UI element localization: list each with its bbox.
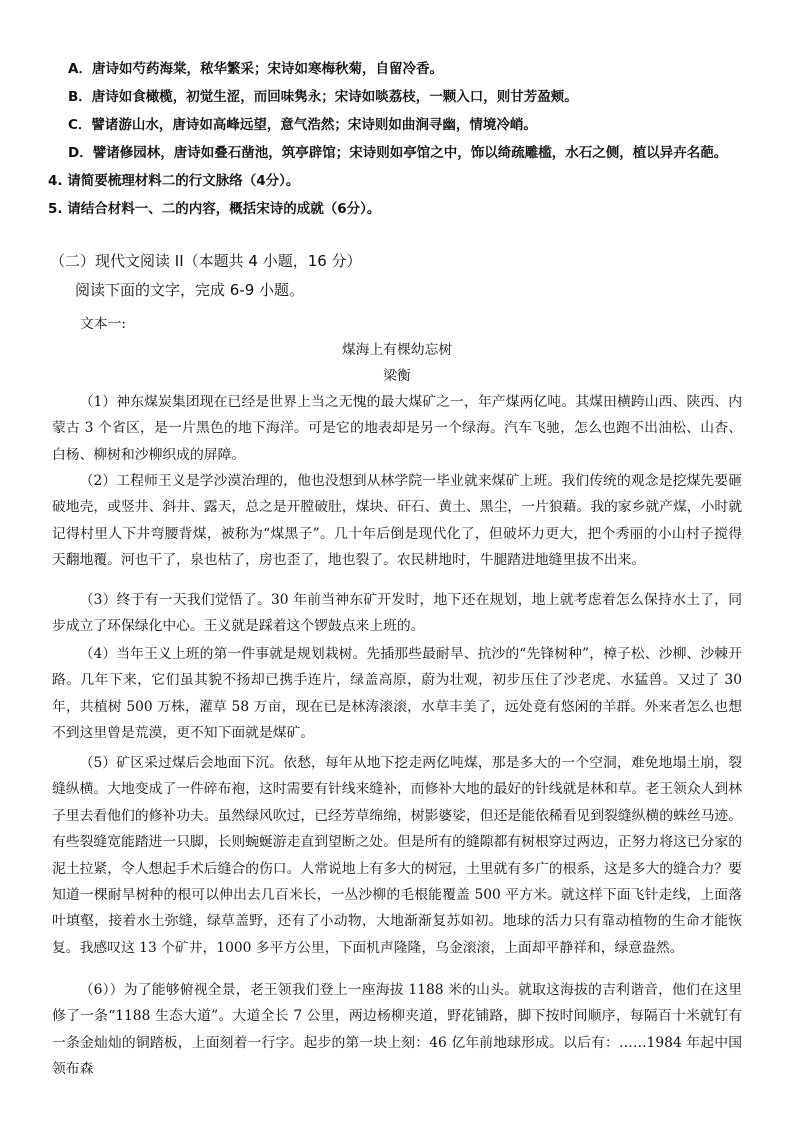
question-5: 5. 请结合材料一、二的内容，概括宋诗的成就（6分）。 xyxy=(48,201,381,217)
option-a: A．唐诗如芍药海棠，秾华繁采；宋诗如寒梅秋菊，自留冷香。 xyxy=(68,61,443,77)
question-4: 4. 请简要梳理材料二的行文脉络（4分）。 xyxy=(48,173,300,189)
article-title: 煤海上有棵幼忘树 xyxy=(341,342,453,358)
text-label: 文本一: xyxy=(80,316,127,332)
instruction-text: 阅读下面的文字，完成 6-9 小题。 xyxy=(75,281,305,299)
option-c: C．譬诸游山水，唐诗如高峰远望，意气浩然；宋诗则如曲涧寻幽，情境冷峭。 xyxy=(68,117,537,133)
paragraph-4: （4）当年王义上班的第一件事就是规划栽树。先插那些最耐旱、抗沙的“先锋树种”，樟子松、沙柳、沙棘开路。几年下来，它们虽其貌不扬却已携手连片，绿盖高原，蔚为壮观，初步压住了沙老虎、水猛兽。又过了 30 年，共植树 500 万株，灌草 58 万亩，现在已是林涛滚滚，水草丰美了，远处竟有悠闲的羊群。外来者怎么也想不到这里曾是荒漠，更不知下面就是煤矿。 xyxy=(52,646,742,742)
paragraph-6: （6））为了能够俯视全景，老王领我们登上一座海拔 1188 米的山头。就取这海拔的吉利谐音，他们在这里修了一条“1188 生态大道”。大道全长 7 公里，两边杨柳夹道，野花铺路，脚下按时间顺序，每隔百十米就钉有一条金灿灿的铜踏板，上面刻着一行字。起步的第一块上刻：46 亿年前地球形成。以后有：……1984 年起中国领布森 xyxy=(52,982,742,1078)
article-author: 梁衡 xyxy=(383,368,411,384)
option-d: D．譬诸修园林，唐诗如叠石凿池，筑亭辟馆；宋诗则如亭馆之中，饰以绮疏雕槛，水石之侧，植以异卉名葩。 xyxy=(68,145,728,161)
option-b: B．唐诗如食橄榄，初觉生涩，而回味隽永；宋诗如啖荔枝，一颗入口，则甘芳盈颊。 xyxy=(68,89,578,105)
paragraph-1: （1）神东煤炭集团现在已经是世界上当之无愧的最大煤矿之一，年产煤两亿吨。其煤田横跨山西、陕西、内蒙古 3 个省区，是一片黑色的地下海洋。可是它的地表却是另一个绿海。汽车飞驰，怎么也跑不出油松、山杏、白杨、柳树和沙柳织成的屏障。 xyxy=(52,394,742,463)
paragraph-2: （2）工程师王义是学沙漠治理的，他也没想到从林学院一毕业就来煤矿上班。我们传统的观念是挖煤先要砸破地壳，或竖井、斜井、露天，总之是开膛破肚，煤块、矸石、黄土、黑尘，一片狼藉。我的家乡就产煤，小时就记得村里人下井弯腰背煤，被称为“煤黑子”。几十年后倒是现代化了，但破坏力更大，把个秀丽的小山村子搅得天翻地覆。河也干了，泉也枯了，房也歪了，地也裂了。农民耕地时，牛腿踏进地缝里拔不出来。 xyxy=(52,473,742,569)
section-heading: （二）现代文阅读 II（本题共 4 小题，16 分） xyxy=(50,252,362,270)
paragraph-5: （5）矿区采过煤后会地面下沉。依愁，每年从地下挖走两亿吨煤，那是多大的一个空洞，难免地塌土崩，裂缝纵横。大地变成了一件碎布袍，这时需要有针线来缝补，而修补大地的最好的针线就是林和草。老王领众人到林子里去看他们的修补功夫。虽然绿风吹过，已经芳草绵绵，树影婆娑，但还是能依稀看见到裂缝纵横的蛛丝马迹。有些裂缝宽能踏进一只脚，长则蜿蜒游走直到望断之处。但是所有的缝隙都有树根穿过两边，正努力将这已分家的泥土拉紧，令人想起手术后缝合的伤口。人常说地上有多大的树冠，土里就有多广的根系，这是多大的缝合力？要知道一棵耐旱树种的根可以伸出去几百米长，一丛沙柳的毛根能覆盖 500 平方米。就这样下面飞针走线，上面落叶填壑，接着水土弥缝，绿草盖野，还有了小动物，大地渐渐复苏如初。地球的活力只有靠动植物的生命才能恢复。我感叹这 13 个矿井，1000 多平方公里，下面机声隆隆，乌金滚滚，上面却平静祥和，绿意盎然。 xyxy=(52,755,742,956)
paragraph-3: （3）终于有一天我们觉悟了。30 年前当神东矿开发时，地下还在规划，地上就考虑着怎么保持水土了，同步成立了环保绿化中心。王义就是踩着这个锣鼓点来上班的。 xyxy=(52,592,742,635)
